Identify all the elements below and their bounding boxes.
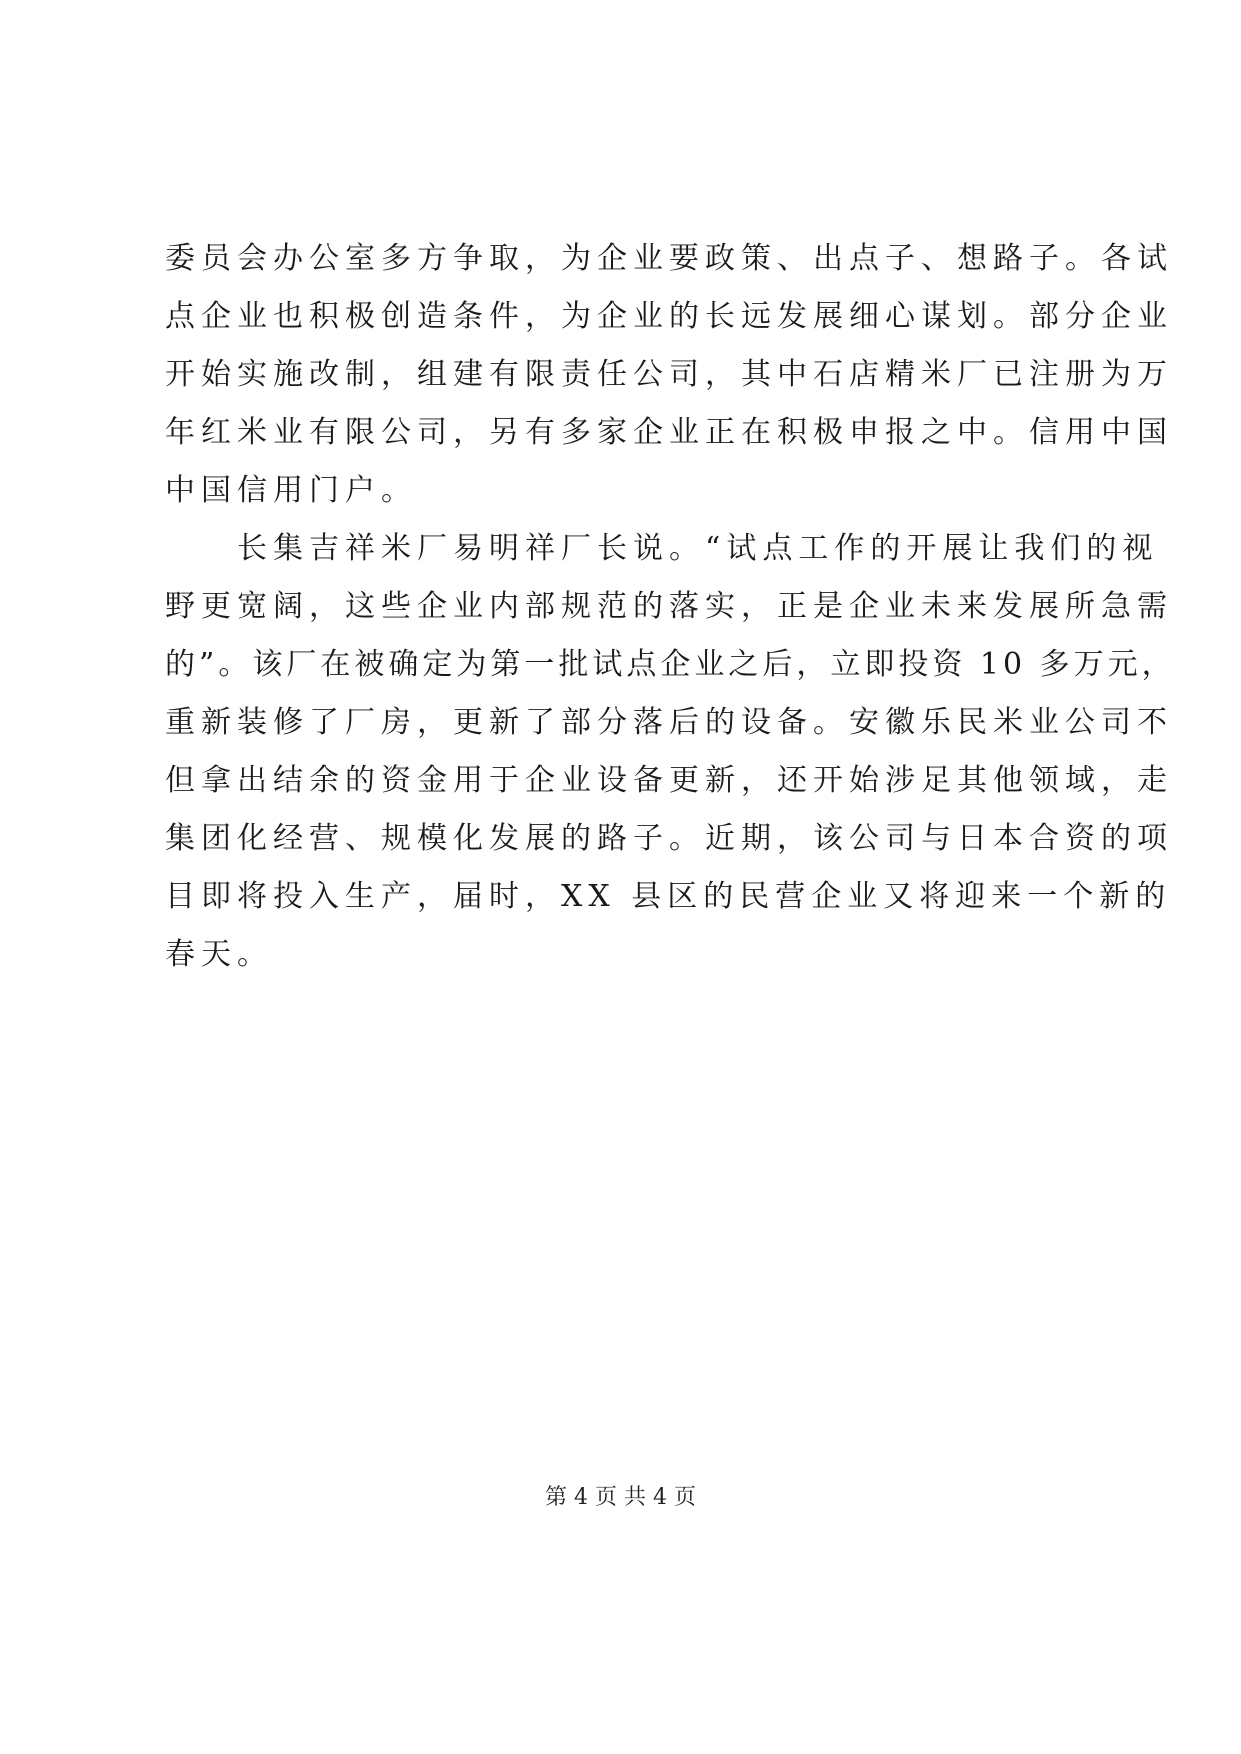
page-number-footer: 第 4 页 共 4 页 (545, 1485, 696, 1510)
text-line: 的”。该厂在被确定为第一批试点企业之后，立即投资 10 多万元， (165, 647, 1176, 682)
text-line: 开始实施改制，组建有限责任公司，其中石店精米厂已注册为万 (165, 357, 1173, 392)
text-line: 目即将投入生产，届时，XX 县区的民营企业又将迎来一个新的 (165, 879, 1172, 914)
text-line: 中国信用门户。 (165, 473, 417, 508)
text-line: 长集吉祥米厂易明祥厂长说。“试点工作的开展让我们的视 (165, 531, 1159, 566)
paragraph-2 (165, 520, 1176, 984)
text-line: 集团化经营、规模化发展的路子。近期，该公司与日本合资的项 (165, 821, 1173, 856)
text-line: 点企业也积极创造条件，为企业的长远发展细心谋划。部分企业 (165, 299, 1173, 334)
paragraph-1 (165, 230, 1173, 520)
text-line: 重新装修了厂房，更新了部分落后的设备。安徽乐民米业公司不 (165, 705, 1173, 740)
text-line: 春天。 (165, 937, 273, 972)
text-line: 但拿出结余的资金用于企业设备更新，还开始涉足其他领域，走 (165, 763, 1173, 798)
body-text (165, 230, 1176, 984)
text-line: 野更宽阔，这些企业内部规范的落实，正是企业未来发展所急需 (165, 589, 1173, 624)
text-line: 委员会办公室多方争取，为企业要政策、出点子、想路子。各试 (165, 241, 1173, 276)
text-line: 年红米业有限公司，另有多家企业正在积极申报之中。信用中国 (165, 415, 1173, 450)
